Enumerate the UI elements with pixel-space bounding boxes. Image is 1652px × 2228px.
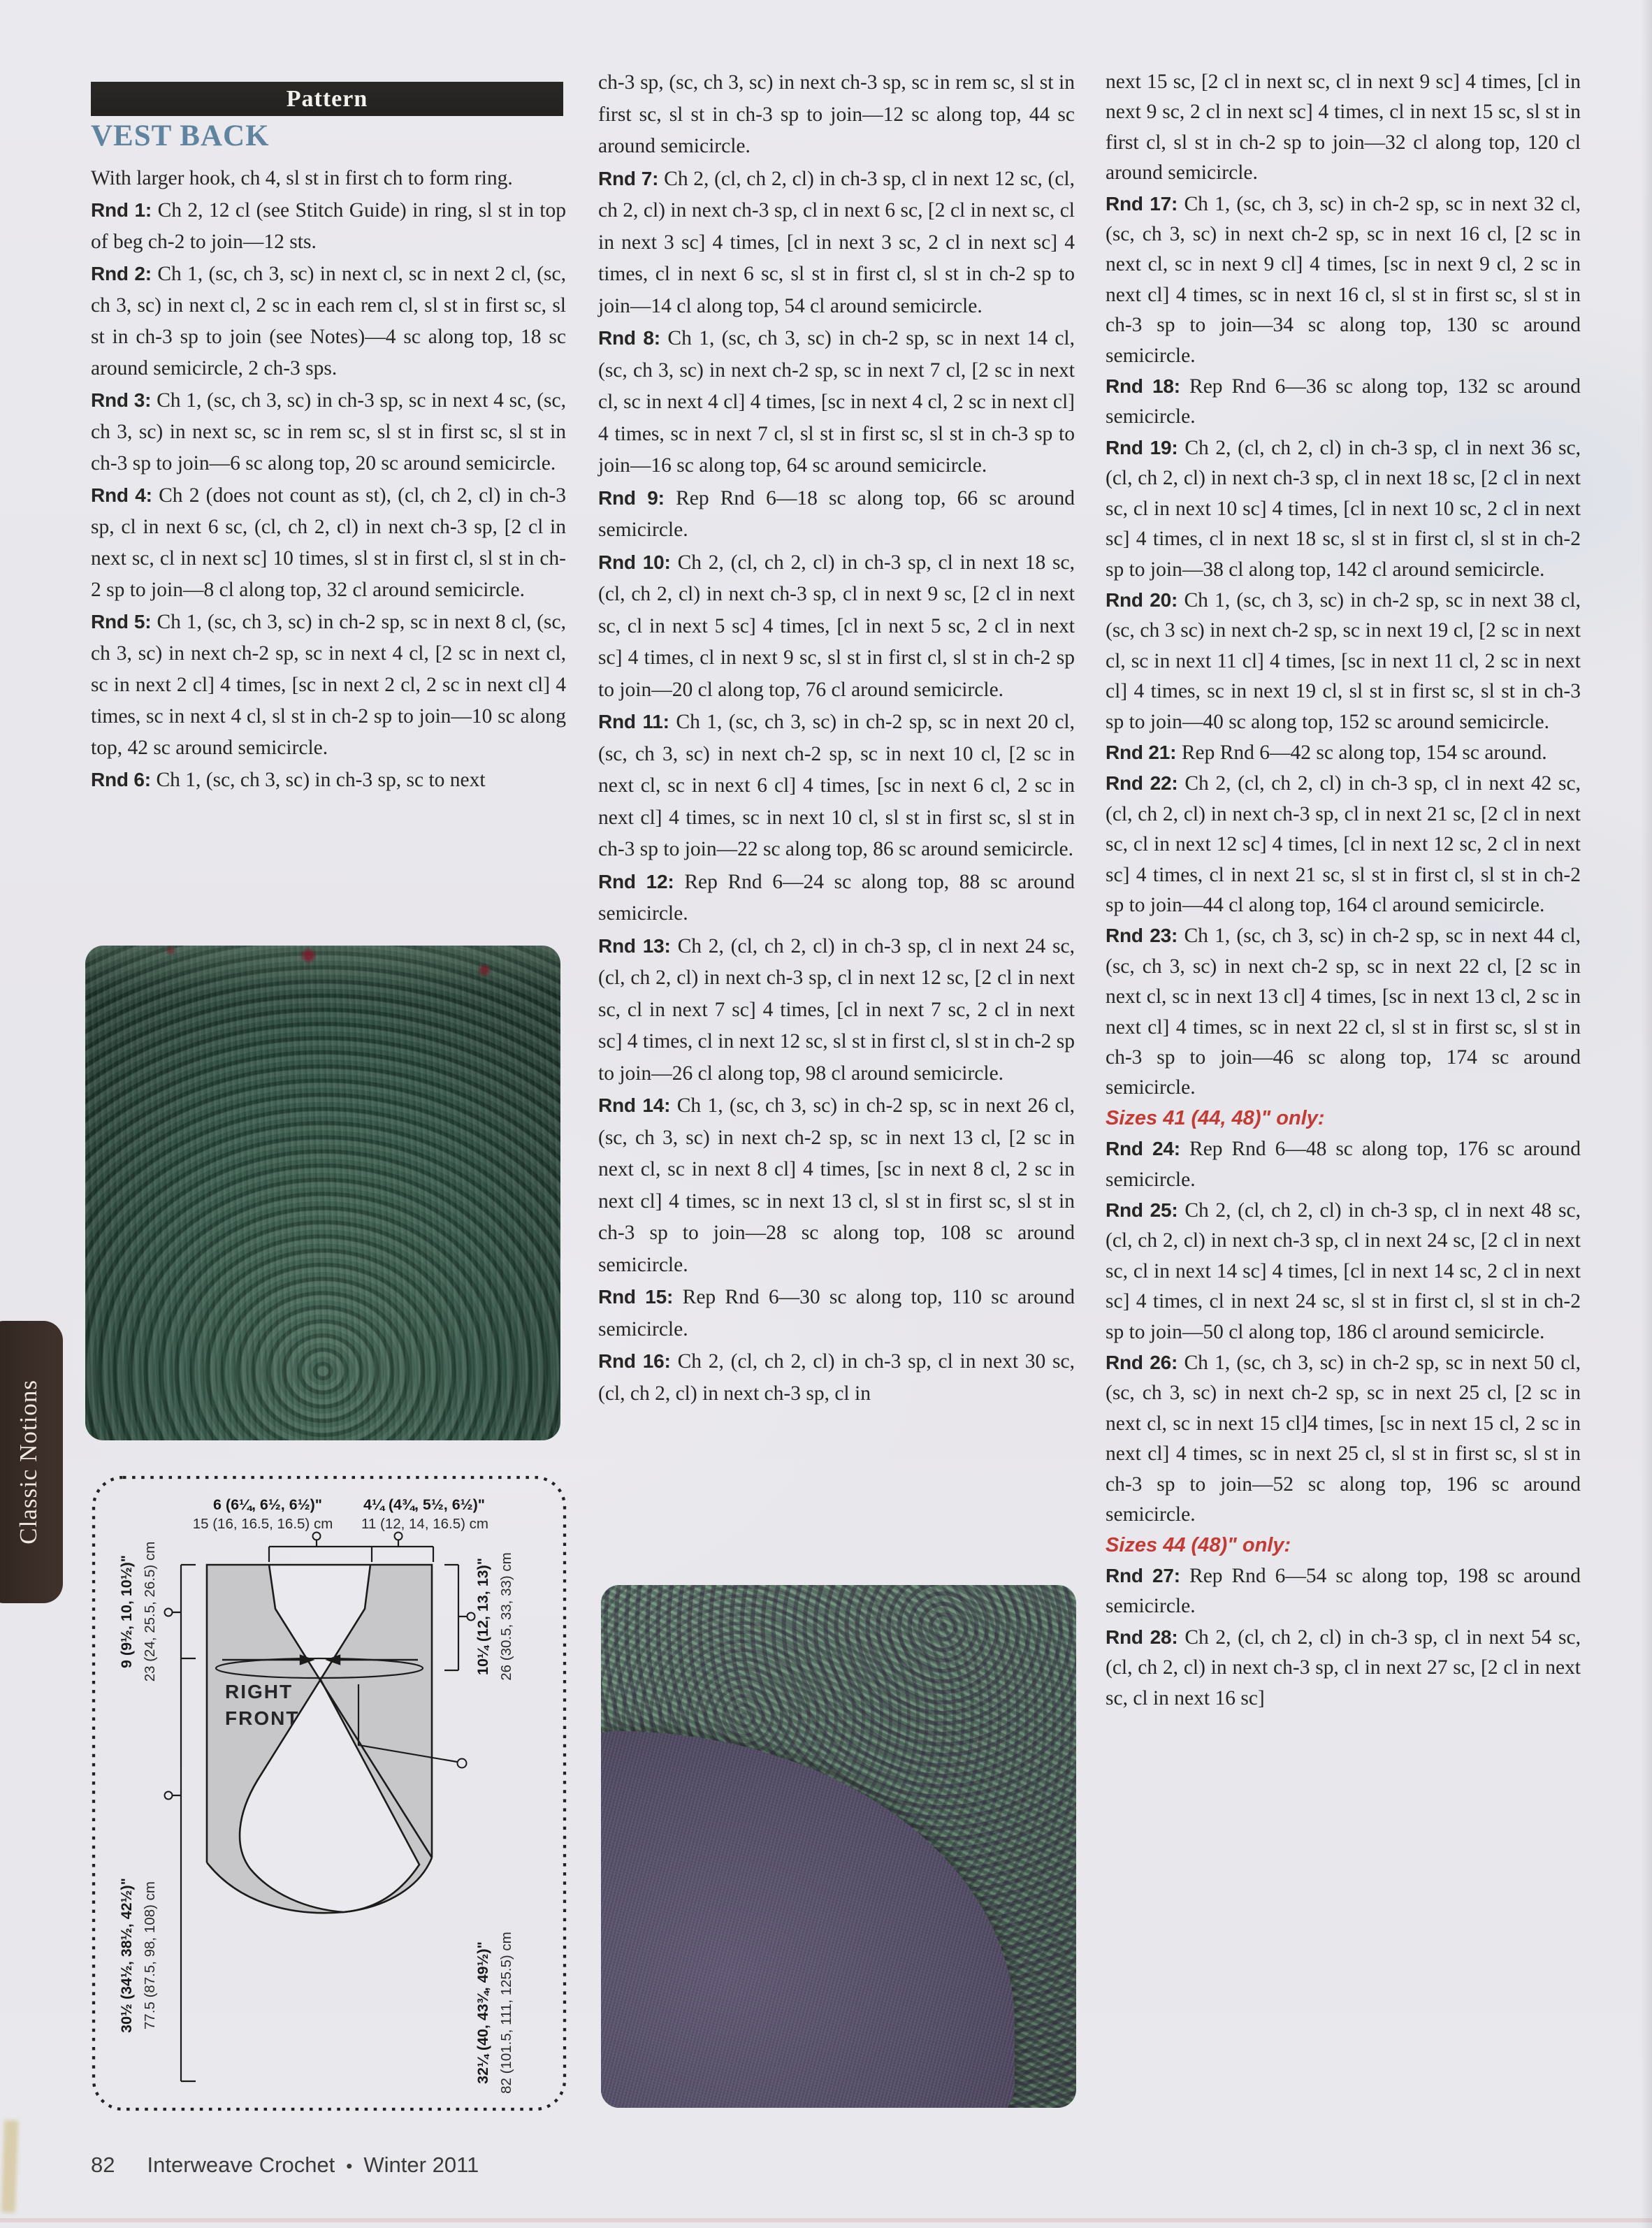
pattern-paragraph: Rnd 4: Ch 2 (does not count as st), (cl, ch 2, cl) in ch-3 sp, cl in next 6 sc, (cl, ch 2, cl) in next ch-3 sp, [2 cl in next sc, cl in next sc] 10 times, sl st in first cl, sl st in ch-2 sp to join—8 cl along top, 32 cl around semicircle.: [91, 484, 566, 601]
section-tab-classic-notions: [0, 1321, 63, 1603]
round-label: Rnd 1:: [91, 199, 158, 221]
pattern-paragraph: Rnd 11: Ch 1, (sc, ch 3, sc) in ch-2 sp, sc in next 20 cl, (sc, ch 3, sc) in next ch-2 sp, sc in next 10 cl, [2 sc in next cl, sc in next 6 cl] 4 times, [sc in next 6 cl, 2 sc in next cl] 4 times, sc in next 10 cl, sl st in first sc, sl st in ch-3 sp to join—22 sc along top, 86 sc around semicircle.: [598, 711, 1075, 860]
pattern-paragraph: Rnd 2: Ch 1, (sc, ch 3, sc) in next cl, sc in next 2 cl, (sc, ch 3, sc) in next cl, 2 sc in each rem cl, sl st in first sc, sl st in ch-3 sp to join (see Notes)—4 sc along top, 18 sc around semicircle, 2 ch-3 sps.: [91, 263, 567, 379]
round-label: Rnd 22:: [1106, 772, 1185, 795]
measure-marker: [395, 1533, 403, 1540]
crochet-swatch-photo: [85, 946, 560, 1440]
pattern-paragraph: Rnd 14: Ch 1, (sc, ch 3, sc) in ch-2 sp, sc in next 26 cl, (sc, ch 3, sc) in next ch-2 sp, sc in next 13 cl, [2 sc in next cl, sc in next 8 cl] 4 times, [sc in next 8 cl, 2 sc in next cl] 4 times, sc in next 13 cl, sl st in first sc, sl st in ch-3 sp to join—28 sc along top, 108 sc around semicircle.: [598, 1094, 1075, 1276]
measure-marker: [313, 1533, 321, 1540]
right-measure-bracket: [444, 1565, 467, 1670]
pattern-paragraph: Rnd 3: Ch 1, (sc, ch 3, sc) in ch-3 sp, sc in next 4 sc, (sc, ch 3, sc) in next sc, sc in rem sc, sl st in first sc, sl st in ch-3 sp to join—6 sc along top, 20 sc around semicircle.: [91, 389, 566, 475]
round-label: Rnd 28:: [1106, 1626, 1185, 1648]
left-depth-inches: 9 (9½, 10, 10½)": [118, 1555, 135, 1668]
left-length-cm: 77.5 (87.5, 98, 108) cm: [142, 1881, 158, 2030]
pattern-banner: [91, 82, 563, 116]
round-label: Rnd 19:: [1106, 436, 1185, 458]
round-label: Rnd 20:: [1106, 588, 1184, 611]
pattern-paragraph: Rnd 28: Ch 2, (cl, ch 2, cl) in ch-3 sp, cl in next 54 sc, (cl, ch 2, cl) in next ch-3 sp, cl in next 27 sc, [2 cl in next sc, cl in next 16 sc]: [1106, 1626, 1581, 1709]
fabric-lining-area: [601, 1731, 1015, 2108]
round-label: Rnd 21:: [1106, 741, 1182, 763]
measure-marker: [165, 1792, 173, 1800]
pattern-paragraph: Rnd 8: Ch 1, (sc, ch 3, sc) in ch-2 sp, sc in next 14 cl, (sc, ch 3, sc) in next ch-2 sp, sc in next 7 cl, [2 sc in next cl, sc in next 4 cl] 4 times, [sc in next 4 cl, 2 sc in next cl] 4 times, sc in next 7 cl, sl st in first sc, sl st in ch-3 sp to join—16 sc along top, 64 sc around semicircle.: [598, 327, 1075, 477]
round-label: Rnd 13:: [598, 934, 678, 957]
instruction-column-2: [598, 67, 1075, 1410]
round-label: Rnd 27:: [1106, 1564, 1190, 1586]
left-length-inches: 30½ (34½, 38½, 42½)": [118, 1878, 135, 2033]
piece-label-front: FRONT: [225, 1707, 300, 1729]
pattern-banner-label: Pattern: [286, 85, 368, 112]
right-depth-inches: 10¼ (12, 13, 13)": [474, 1558, 491, 1675]
top-measure-bracket: [269, 1540, 433, 1562]
pattern-paragraph: ch-3 sp, (sc, ch 3, sc) in next ch-3 sp, sc in rem sc, sl st in first sc, sl st in ch-3 sp to join—12 sc along top, 44 sc around semicircle.: [598, 71, 1075, 157]
pattern-paragraph: Rnd 26: Ch 1, (sc, ch 3, sc) in ch-2 sp, sc in next 50 cl, (sc, ch 3, sc) in next ch-2 sp, sc in next 25 cl, [2 sc in next cl, sc in next 15 cl]4 times, [sc in next 15 cl, 2 sc in next cl] 4 times, sc in next 25 cl, sl st in first sc, sl st in ch-3 sp to join—52 sc along top, 196 sc around semicircle.: [1106, 1352, 1581, 1526]
round-label: Rnd 7:: [598, 167, 665, 189]
pattern-paragraph: Rnd 27: Rep Rnd 6—54 sc along top, 198 sc around semicircle.: [1106, 1564, 1581, 1618]
page-number: 82: [91, 2153, 115, 2177]
pattern-paragraph: Rnd 23: Ch 1, (sc, ch 3, sc) in ch-2 sp, sc in next 44 cl, (sc, ch 3, sc) in next ch-2 sp, sc in next 22 cl, [2 sc in next cl, sc in next 13 cl] 4 times, [sc in next 13 cl, 2 sc in next cl] 4 times, sc in next 22 cl, sl st in first sc, sl st in ch-3 sp to join—46 sc along top, 174 sc around semicircle.: [1106, 925, 1581, 1099]
round-label: Rnd 3:: [91, 389, 157, 411]
page-footer: [91, 2153, 479, 2178]
top-right-width-inches: 4¼ (4¾, 5½, 6½)": [363, 1496, 485, 1513]
measure-marker: [165, 1609, 173, 1616]
round-label: Rnd 24:: [1106, 1138, 1190, 1160]
round-label: Rnd 4:: [91, 484, 159, 506]
section-tab-label: Classic Notions: [15, 1380, 42, 1545]
issue-name: Winter 2011: [363, 2153, 479, 2177]
pattern-paragraph: Rnd 15: Rep Rnd 6—30 sc along top, 110 sc around semicircle.: [598, 1286, 1075, 1340]
right-length-inches: 32¼ (40, 43¾, 49½)": [474, 1941, 491, 2084]
left-measure-bracket: [173, 1565, 196, 2081]
round-label: Rnd 2:: [91, 263, 158, 284]
pattern-paragraph: Rnd 17: Ch 1, (sc, ch 3, sc) in ch-2 sp, sc in next 32 cl, (sc, ch 3, sc) in next ch-2 sp, sc in next 16 cl, [2 sc in next cl, sc in next 9 cl] 4 times, [sc in next 9 cl, 2 sc in next cl] 4 times, sc in next 16 cl, sl st in first sc, sl st in ch-3 sp to join—34 sc along top, 130 sc around semicircle.: [1106, 192, 1581, 367]
right-length-cm: 82 (101.5, 111, 125.5) cm: [498, 1932, 514, 2094]
pattern-paragraph: Rnd 16: Ch 2, (cl, ch 2, cl) in ch-3 sp, cl in next 30 sc, (cl, ch 2, cl) in next ch-3 sp, cl in: [598, 1350, 1075, 1405]
round-label: Rnd 5:: [91, 611, 157, 632]
schematic-drawing: [70, 1454, 587, 2125]
round-label: Rnd 8:: [598, 327, 668, 349]
pattern-paragraph: Rnd 5: Ch 1, (sc, ch 3, sc) in ch-2 sp, sc in next 8 cl, (sc, ch 3, sc) in next ch-2 sp, sc in next 4 cl, [2 sc in next cl, sc in next 2 cl] 4 times, [sc in next 2 cl, 2 sc in next cl] 4 times, sc in next 4 cl, sl st in ch-2 sp to join—10 sc along top, 42 sc around semicircle.: [91, 611, 567, 759]
round-label: Rnd 10:: [598, 551, 678, 573]
round-label: Rnd 11:: [598, 711, 676, 732]
garment-schematic: [70, 1454, 587, 2125]
round-label: Rnd 9:: [598, 486, 676, 509]
piece-label-right: RIGHT: [225, 1681, 294, 1702]
round-label: Rnd 17:: [1106, 192, 1184, 215]
left-depth-cm: 23 (24, 25.5, 26.5) cm: [142, 1541, 158, 1682]
pattern-paragraph: Rnd 25: Ch 2, (cl, ch 2, cl) in ch-3 sp, cl in next 48 sc, (cl, ch 2, cl) in next ch-3 sp, cl in next 24 sc, [2 cl in next sc, cl in next 14 sc] 4 times, [cl in next 14 sc, 2 cl in next sc] 4 times, cl in next 24 sc, sl st in first cl, sl st in ch-2 sp to join—50 cl along top, 186 cl around semicircle.: [1106, 1199, 1581, 1343]
footer-bullet: •: [346, 2155, 353, 2176]
top-width-inches: 6 (6¼, 6½, 6½)": [212, 1496, 323, 1513]
pattern-paragraph: next 15 sc, [2 cl in next sc, cl in next 9 sc] 4 times, [cl in next 9 sc, 2 cl in next sc] 4 times, cl in next 15 sc, sl st in first cl, sl st in ch-2 sp to join—32 cl along top, 120 cl around semicircle.: [1106, 71, 1581, 185]
pattern-paragraph: Rnd 18: Rep Rnd 6—36 sc along top, 132 sc around semicircle.: [1106, 375, 1581, 428]
scan-artifact: [1, 2120, 19, 2213]
round-label: Rnd 15:: [598, 1286, 683, 1308]
pattern-paragraph: Rnd 19: Ch 2, (cl, ch 2, cl) in ch-3 sp, cl in next 36 sc, (cl, ch 2, cl) in next ch-3 sp, cl in next 18 sc, [2 cl in next sc, cl in next 10 sc] 4 times, [cl in next 10 sc, 2 cl in next sc] 4 times, cl in next 18 sc, sl st in first cl, sl st in ch-2 sp to join—38 cl along top, 142 cl around semicircle.: [1106, 436, 1581, 581]
pattern-paragraph: Rnd 24: Rep Rnd 6—48 sc along top, 176 sc around semicircle.: [1106, 1138, 1581, 1191]
pattern-paragraph: Rnd 21: Rep Rnd 6—42 sc along top, 154 sc around.: [1106, 741, 1547, 764]
measure-marker: [468, 1613, 475, 1621]
instruction-column-1: [91, 163, 566, 796]
pattern-paragraph: Rnd 6: Ch 1, (sc, ch 3, sc) in ch-3 sp, sc to next: [91, 769, 486, 791]
size-note: Sizes 44 (48)" only:: [1106, 1533, 1291, 1556]
right-depth-cm: 26 (30.5, 33, 33) cm: [498, 1552, 514, 1681]
round-label: Rnd 6:: [91, 769, 157, 790]
pattern-paragraph: With larger hook, ch 4, sl st in first ch to form ring.: [91, 167, 513, 189]
pattern-paragraph: Rnd 7: Ch 2, (cl, ch 2, cl) in ch-3 sp, cl in next 12 sc, (cl, ch 2, cl) in next ch-3 sp, cl in next 6 sc, [2 cl in next sc, cl in next 3 sc] 4 times, [cl in next 3 sc, 2 cl in next sc] 4 times, cl in next 6 sc, sl st in first cl, sl st in ch-2 sp to join—14 cl along top, 54 cl around semicircle.: [598, 167, 1075, 317]
round-label: Rnd 14:: [598, 1094, 677, 1116]
pattern-paragraph: Rnd 22: Ch 2, (cl, ch 2, cl) in ch-3 sp, cl in next 42 sc, (cl, ch 2, cl) in next ch-3 sp, cl in next 21 sc, [2 cl in next sc, cl in next 12 sc] 4 times, [cl in next 12 sc, 2 cl in next sc] 4 times, cl in next 21 sc, sl st in first cl, sl st in ch-2 sp to join—44 cl along top, 164 cl around semicircle.: [1106, 772, 1581, 916]
measure-marker: [458, 1759, 467, 1768]
pattern-paragraph: Rnd 12: Rep Rnd 6—24 sc along top, 88 sc around semicircle.: [598, 870, 1075, 925]
round-label: Rnd 23:: [1106, 925, 1184, 947]
top-right-width-cm: 11 (12, 14, 16.5) cm: [361, 1516, 488, 1532]
pattern-paragraph: Rnd 10: Ch 2, (cl, ch 2, cl) in ch-3 sp, cl in next 18 sc, (cl, ch 2, cl) in next ch-3 sp, cl in next 9 sc, [2 cl in next sc, cl in next 5 sc] 4 times, [cl in next 5 sc, 2 cl in next sc] 4 times, cl in next 9 sc, sl st in first cl, sl st in ch-2 sp to join—20 cl along top, 76 cl around semicircle.: [598, 551, 1075, 701]
scan-artifact: [0, 2218, 1652, 2222]
page-title: VEST BACK: [91, 120, 270, 152]
magazine-name: Interweave Crochet: [147, 2153, 335, 2177]
page-edge-shadow: [1641, 0, 1652, 2228]
round-label: Rnd 16:: [598, 1350, 678, 1372]
vest-detail-photo: [601, 1585, 1076, 2108]
round-label: Rnd 12:: [598, 870, 685, 892]
size-note: Sizes 41 (44, 48)" only:: [1106, 1106, 1325, 1129]
pattern-paragraph: Rnd 1: Ch 2, 12 cl (see Stitch Guide) in ring, sl st in top of beg ch-2 to join—12 sts.: [91, 199, 566, 253]
round-label: Rnd 18:: [1106, 375, 1190, 398]
pattern-paragraph: Rnd 20: Ch 1, (sc, ch 3, sc) in ch-2 sp, sc in next 38 cl, (sc, ch 3 sc) in next ch-2 sp, sc in next 19 cl, [2 sc in next cl, sc in next 11 cl] 4 times, [sc in next 11 cl, 2 sc in next cl] 4 times, sc in next 19 cl, sl st in first sc, sl st in ch-3 sp to join—40 sc along top, 152 sc around semicircle.: [1106, 588, 1581, 733]
pattern-paragraph: Rnd 13: Ch 2, (cl, ch 2, cl) in ch-3 sp, cl in next 24 sc, (cl, ch 2, cl) in next ch-3 sp, cl in next 12 sc, [2 cl in next sc, cl in next 7 sc] 4 times, [cl in next 7 sc, 2 cl in next sc] 4 times, cl in next 12 sc, sl st in first cl, sl st in ch-2 sp to join—26 cl along top, 98 cl around semicircle.: [598, 934, 1075, 1085]
pattern-paragraph: Rnd 9: Rep Rnd 6—18 sc along top, 66 sc around semicircle.: [598, 486, 1075, 541]
round-label: Rnd 25:: [1106, 1199, 1185, 1222]
round-label: Rnd 26:: [1106, 1352, 1184, 1374]
top-width-cm: 15 (16, 16.5, 16.5) cm: [192, 1516, 333, 1532]
instruction-column-3: [1106, 67, 1581, 1714]
